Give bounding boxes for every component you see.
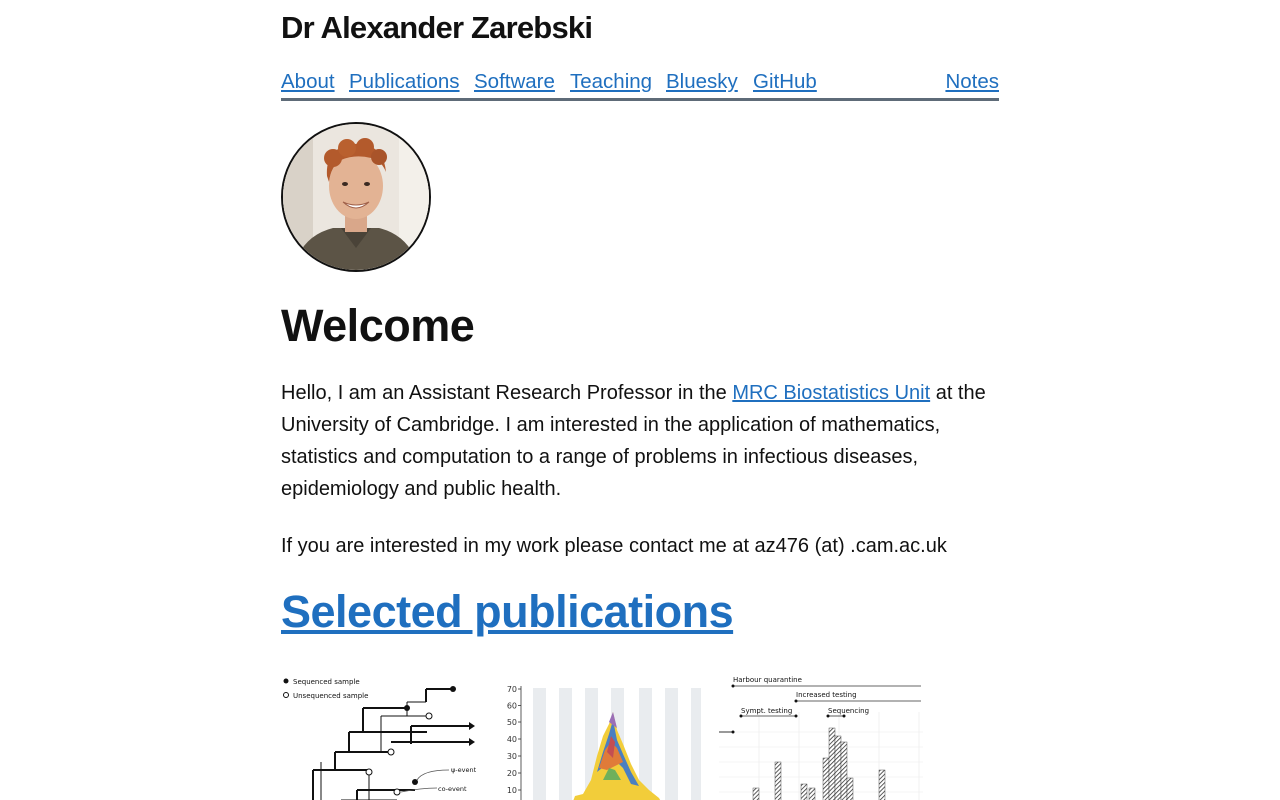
nav-bluesky-link[interactable]: Bluesky — [666, 70, 738, 93]
publication-thumbnail-histogram[interactable] — [499, 672, 703, 800]
tick-label-70: 70 — [506, 685, 517, 694]
mrc-biostatistics-unit-link[interactable]: MRC Biostatistics Unit — [732, 382, 931, 404]
nav-notes-link[interactable]: Notes — [945, 70, 999, 93]
portrait-photo-icon — [283, 124, 429, 270]
nav-github-link[interactable]: GitHub — [753, 70, 817, 93]
contact-paragraph: If you are interested in my work please contact me at az476 (at) .cam.ac.uk — [281, 535, 947, 557]
publication-thumbnail-timeline[interactable] — [719, 672, 923, 800]
psi-event-label: ψ-event — [451, 766, 477, 774]
co-event-label: co-event — [438, 785, 467, 793]
tick-label-60: 60 — [506, 701, 517, 711]
sequencing-label: Sequencing — [828, 707, 870, 715]
intro-text-start: Hello, I am an Assistant Research Professor in the — [281, 382, 733, 404]
legend-sequenced-label: Sequenced sample — [293, 678, 360, 686]
tick-label-50: 50 — [506, 718, 517, 727]
site-title: Dr Alexander Zarebski — [281, 10, 593, 45]
nav-software-link[interactable]: Software — [474, 70, 555, 93]
tick-label-40: 40 — [506, 735, 517, 744]
intro-paragraph — [281, 377, 999, 505]
tick-label-10: 10 — [506, 786, 517, 795]
intro-text-end: at the University of Cambridge. I am interested in the application of mathematics, statistics and computation to a range of problems in infectious diseases, epidemiology and public health. — [281, 382, 986, 500]
harbour-quarantine-label: Harbour quarantine — [733, 676, 802, 684]
main-nav — [281, 70, 999, 101]
nav-about-link[interactable]: About — [281, 70, 335, 93]
sympt-testing-label: Sympt. testing — [741, 707, 793, 715]
publication-thumbnail-tree[interactable] — [281, 672, 481, 800]
nav-publications-link[interactable]: Publications — [349, 70, 460, 93]
selected-publications-link[interactable]: Selected publications — [281, 586, 734, 637]
nav-teaching-link[interactable]: Teaching — [570, 70, 653, 93]
publications-heading — [281, 586, 733, 638]
increased-testing-label: Increased testing — [796, 691, 857, 699]
tick-label-20: 20 — [506, 769, 517, 778]
avatar — [281, 122, 431, 272]
welcome-heading: Welcome — [281, 300, 475, 351]
legend-unsequenced-label: Unsequenced sample — [293, 692, 369, 700]
tick-label-30: 30 — [506, 752, 517, 761]
